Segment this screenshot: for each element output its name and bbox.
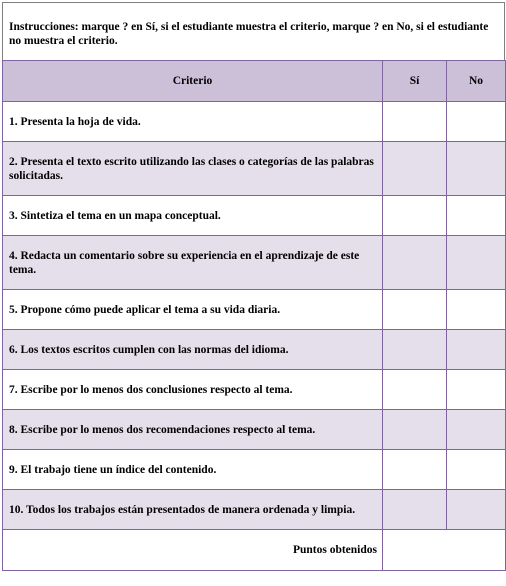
- criterion-text: 10. Todos los trabajos están presentados de manera ordenada y limpia.: [3, 490, 383, 530]
- no-cell[interactable]: [447, 490, 506, 530]
- criterion-row-7: [3, 370, 506, 410]
- rubric-sheet: [2, 2, 505, 571]
- criterion-row-8: [3, 410, 506, 450]
- header-criterio: Criterio: [3, 61, 383, 102]
- criterion-row-1: [3, 102, 506, 142]
- rubric-table: [2, 60, 506, 571]
- points-label: Puntos obtenidos: [3, 530, 383, 571]
- si-cell[interactable]: [383, 450, 447, 490]
- criterion-text: 5. Propone cómo puede aplicar el tema a su vida diaria.: [3, 290, 383, 330]
- no-cell[interactable]: [447, 370, 506, 410]
- si-cell[interactable]: [383, 142, 447, 196]
- criterion-row-10: [3, 490, 506, 530]
- no-cell[interactable]: [447, 450, 506, 490]
- si-cell[interactable]: [383, 410, 447, 450]
- si-cell[interactable]: [383, 196, 447, 236]
- criterion-row-6: [3, 330, 506, 370]
- criterion-text: 8. Escribe por lo menos dos recomendaciones respecto al tema.: [3, 410, 383, 450]
- no-cell[interactable]: [447, 102, 506, 142]
- criterion-text: 2. Presenta el texto escrito utilizando las clases o categorías de las palabras solicitadas.: [3, 142, 383, 196]
- no-cell[interactable]: [447, 196, 506, 236]
- total-row: [3, 530, 506, 571]
- instructions-text: Instrucciones: marque ? en Sí, si el estudiante muestra el criterio, marque ? en No, si el estudiante no muestra el criterio.: [2, 2, 505, 60]
- si-cell[interactable]: [383, 290, 447, 330]
- no-cell[interactable]: [447, 330, 506, 370]
- points-cell[interactable]: [383, 530, 506, 571]
- criterion-row-4: [3, 236, 506, 290]
- criterion-text: 6. Los textos escritos cumplen con las normas del idioma.: [3, 330, 383, 370]
- criterion-text: 4. Redacta un comentario sobre su experiencia en el aprendizaje de este tema.: [3, 236, 383, 290]
- criterion-text: 7. Escribe por lo menos dos conclusiones respecto al tema.: [3, 370, 383, 410]
- si-cell[interactable]: [383, 236, 447, 290]
- no-cell[interactable]: [447, 290, 506, 330]
- criterion-row-9: [3, 450, 506, 490]
- criterion-row-3: [3, 196, 506, 236]
- criterion-text: 1. Presenta la hoja de vida.: [3, 102, 383, 142]
- criterion-text: 3. Sintetiza el tema en un mapa conceptual.: [3, 196, 383, 236]
- si-cell[interactable]: [383, 490, 447, 530]
- criterion-row-5: [3, 290, 506, 330]
- si-cell[interactable]: [383, 330, 447, 370]
- no-cell[interactable]: [447, 236, 506, 290]
- header-no: No: [447, 61, 506, 102]
- si-cell[interactable]: [383, 102, 447, 142]
- criterion-text: 9. El trabajo tiene un índice del contenido.: [3, 450, 383, 490]
- si-cell[interactable]: [383, 370, 447, 410]
- no-cell[interactable]: [447, 410, 506, 450]
- header-si: Sí: [383, 61, 447, 102]
- no-cell[interactable]: [447, 142, 506, 196]
- criterion-row-2: [3, 142, 506, 196]
- header-row: [3, 61, 506, 102]
